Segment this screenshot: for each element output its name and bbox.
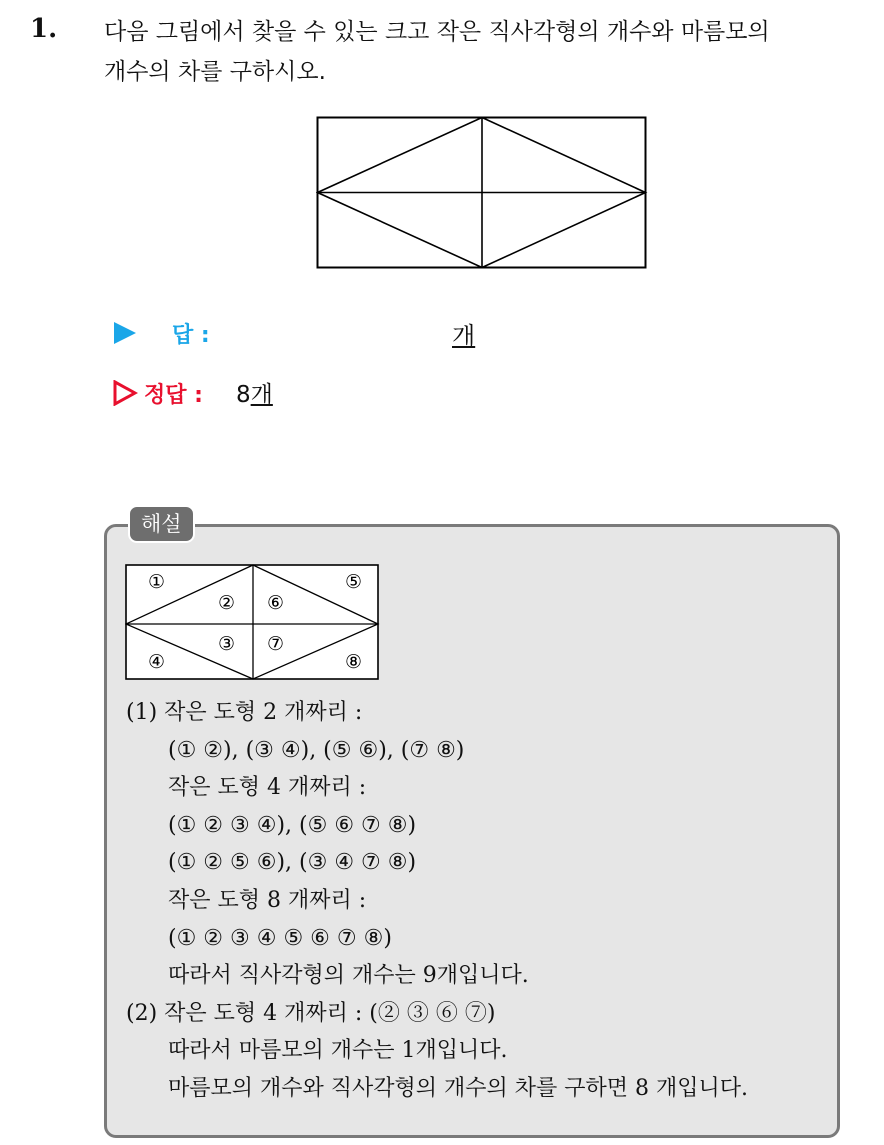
answer-row (112, 314, 612, 354)
correct-answer-unit: 개 (250, 382, 273, 408)
solution-line: 마름모의 개수와 직사각형의 개수의 차를 구하면 8 개입니다. (168, 1075, 748, 1101)
region-label-2: ② (218, 592, 236, 614)
region-label-4: ④ (148, 651, 166, 673)
answer-unit: 개 (452, 322, 476, 350)
correct-answer-number: 8 (236, 382, 251, 408)
solution-line: (① ② ③ ④ ⑤ ⑥ ⑦ ⑧) (168, 925, 392, 951)
solution-line: (1) 작은 도형 2 개짜리 : (126, 700, 363, 725)
solution-line: 작은 도형 4 개짜리 : (168, 775, 367, 801)
play-triangle-icon (112, 320, 138, 346)
question-text-line-1: 다음 그림에서 찾을 수 있는 크고 작은 직사각형의 개수와 마름모의 (104, 19, 770, 45)
solution-tag: 해설 (128, 505, 195, 543)
correct-answer-label: 정답 : (144, 383, 203, 408)
solution-line: (① ②), (③ ④), (⑤ ⑥), (⑦ ⑧) (168, 737, 465, 763)
region-label-6: ⑥ (267, 592, 285, 614)
region-label-8: ⑧ (345, 651, 363, 673)
solution-figure (125, 564, 381, 682)
solution-line: (① ② ⑤ ⑥), (③ ④ ⑦ ⑧) (168, 850, 417, 876)
question-number: 1. (30, 14, 58, 44)
question-text-line-2: 개수의 차를 구하시오. (104, 59, 326, 85)
region-label-5: ⑤ (345, 571, 363, 593)
question-text (104, 12, 874, 92)
outline-triangle-icon (112, 380, 138, 406)
region-label-3: ③ (218, 633, 236, 655)
region-label-7: ⑦ (267, 633, 285, 655)
correct-answer-row (112, 374, 612, 414)
solution-text (126, 694, 836, 1108)
solution-line: 따라서 마름모의 개수는 1개입니다. (168, 1038, 508, 1064)
answer-label: 답 : (172, 323, 210, 348)
question-figure (316, 116, 648, 270)
solution-line: 따라서 직사각형의 개수는 9개입니다. (168, 963, 529, 989)
solution-line: 작은 도형 8 개짜리 : (168, 887, 367, 913)
solution-line: (① ② ③ ④), (⑤ ⑥ ⑦ ⑧) (168, 812, 417, 838)
solution-line: (2) 작은 도형 4 개짜리 : (② ③ ⑥ ⑦) (126, 1000, 496, 1026)
region-label-1: ① (148, 571, 166, 593)
correct-answer-value (236, 376, 273, 409)
